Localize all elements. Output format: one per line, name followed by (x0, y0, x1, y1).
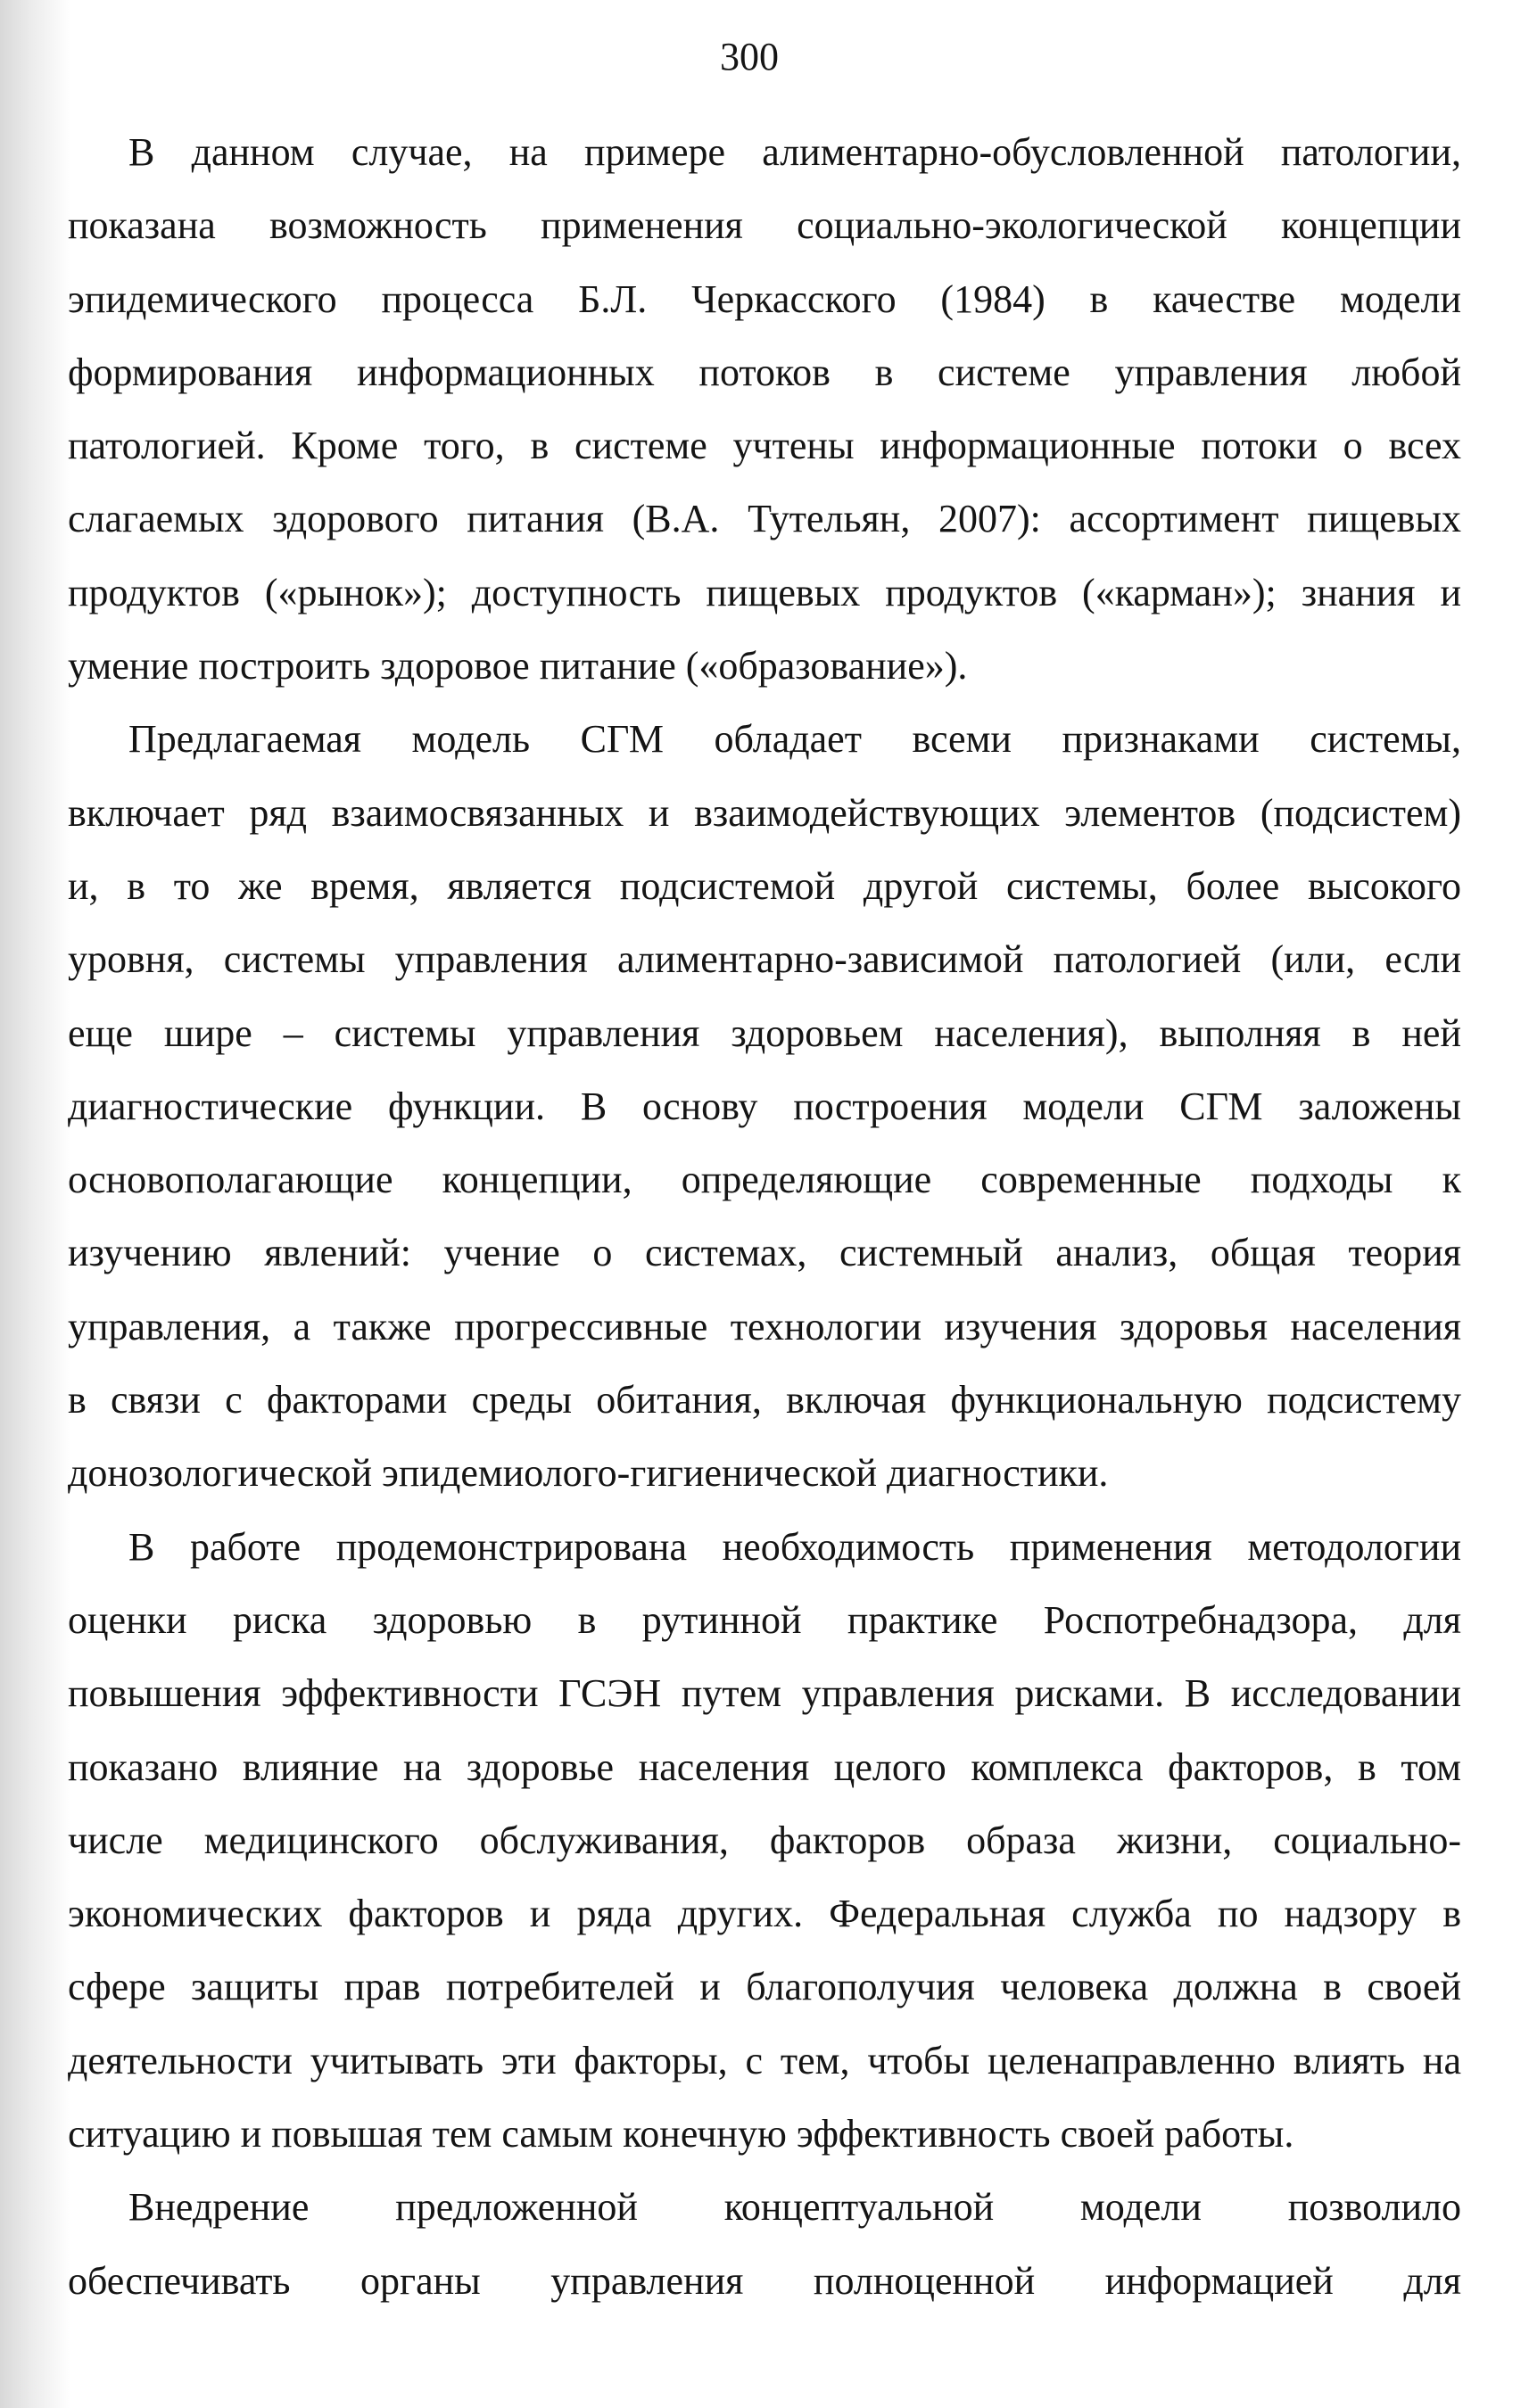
text-body (68, 116, 1461, 2318)
text-line: ситуацию и повышая тем самым конечную эффективность своей работы. (68, 2112, 1294, 2156)
text-line: В работе продемонстрирована необходимость применения методологии (128, 1524, 1461, 1569)
text-line: донозологической эпидемиолого-гигиенической диагностики. (68, 1451, 1109, 1496)
text-line: показана возможность применения социально-экологической концепции (68, 203, 1461, 248)
text-line: еще шире – системы управления здоровьем населения), выполняя в ней (68, 1010, 1461, 1055)
text-line: включает ряд взаимосвязанных и взаимодействующих элементов (подсистем) (68, 790, 1461, 835)
text-line: умение построить здоровое питание («образование»). (68, 644, 968, 689)
text-line: эпидемического процесса Б.Л. Черкасского (1984) в качестве модели (68, 276, 1461, 321)
paragraph-3 (68, 1511, 1461, 2172)
text-line: В данном случае, на примере алиментарно-обусловленной патологии, (128, 130, 1461, 174)
page-number: 300 (720, 35, 779, 78)
text-line: числе медицинского обслуживания, факторов образа жизни, социально- (68, 1818, 1461, 1862)
text-line: повышения эффективности ГСЭН путем управления рисками. В исследовании (68, 1671, 1461, 1716)
text-line: Внедрение предложенной концептуальной модели позволило (128, 2185, 1461, 2230)
text-line: деятельности учитывать эти факторы, с тем, чтобы целенаправленно влиять на (68, 2038, 1461, 2082)
text-line: продуктов («рынок»); доступность пищевых продуктов («карман»); знания и (68, 570, 1461, 614)
paragraph-2 (68, 703, 1461, 1510)
text-line: оценки риска здоровью в рутинной практике Роспотребнадзора, для (68, 1597, 1461, 1642)
text-line: патологией. Кроме того, в системе учтены информационные потоки о всех (68, 424, 1461, 468)
text-line: сфере защиты прав потребителей и благополучия человека должна в своей (68, 1965, 1461, 2009)
text-line: и, в то же время, является подсистемой другой системы, более высокого (68, 863, 1461, 908)
text-line: обеспечивать органы управления полноценной информацией для (68, 2258, 1461, 2303)
text-line: уровня, системы управления алиментарно-зависимой патологией (или, если (68, 937, 1461, 982)
paragraph-4 (68, 2171, 1461, 2318)
text-line: формирования информационных потоков в системе управления любой (68, 350, 1461, 394)
paragraph-1 (68, 116, 1461, 703)
text-line: экономических факторов и ряда других. Федеральная служба по надзору в (68, 1892, 1461, 1936)
text-line: диагностические функции. В основу построения модели СГМ заложены (68, 1084, 1461, 1128)
text-line: Предлагаемая модель СГМ обладает всеми признаками системы, (128, 717, 1461, 762)
text-line: в связи с факторами среды обитания, включая функциональную подсистему (68, 1378, 1461, 1423)
text-line: изучению явлений: учение о системах, системный анализ, общая теория (68, 1231, 1461, 1275)
text-line: управления, а также прогрессивные технологии изучения здоровья населения (68, 1304, 1461, 1348)
text-line: показано влияние на здоровье населения целого комплекса факторов, в том (68, 1744, 1461, 1789)
text-line: основополагающие концепции, определяющие современные подходы к (68, 1158, 1461, 1202)
text-line: слагаемых здорового питания (В.А. Тутельян, 2007): ассортимент пищевых (68, 497, 1461, 541)
